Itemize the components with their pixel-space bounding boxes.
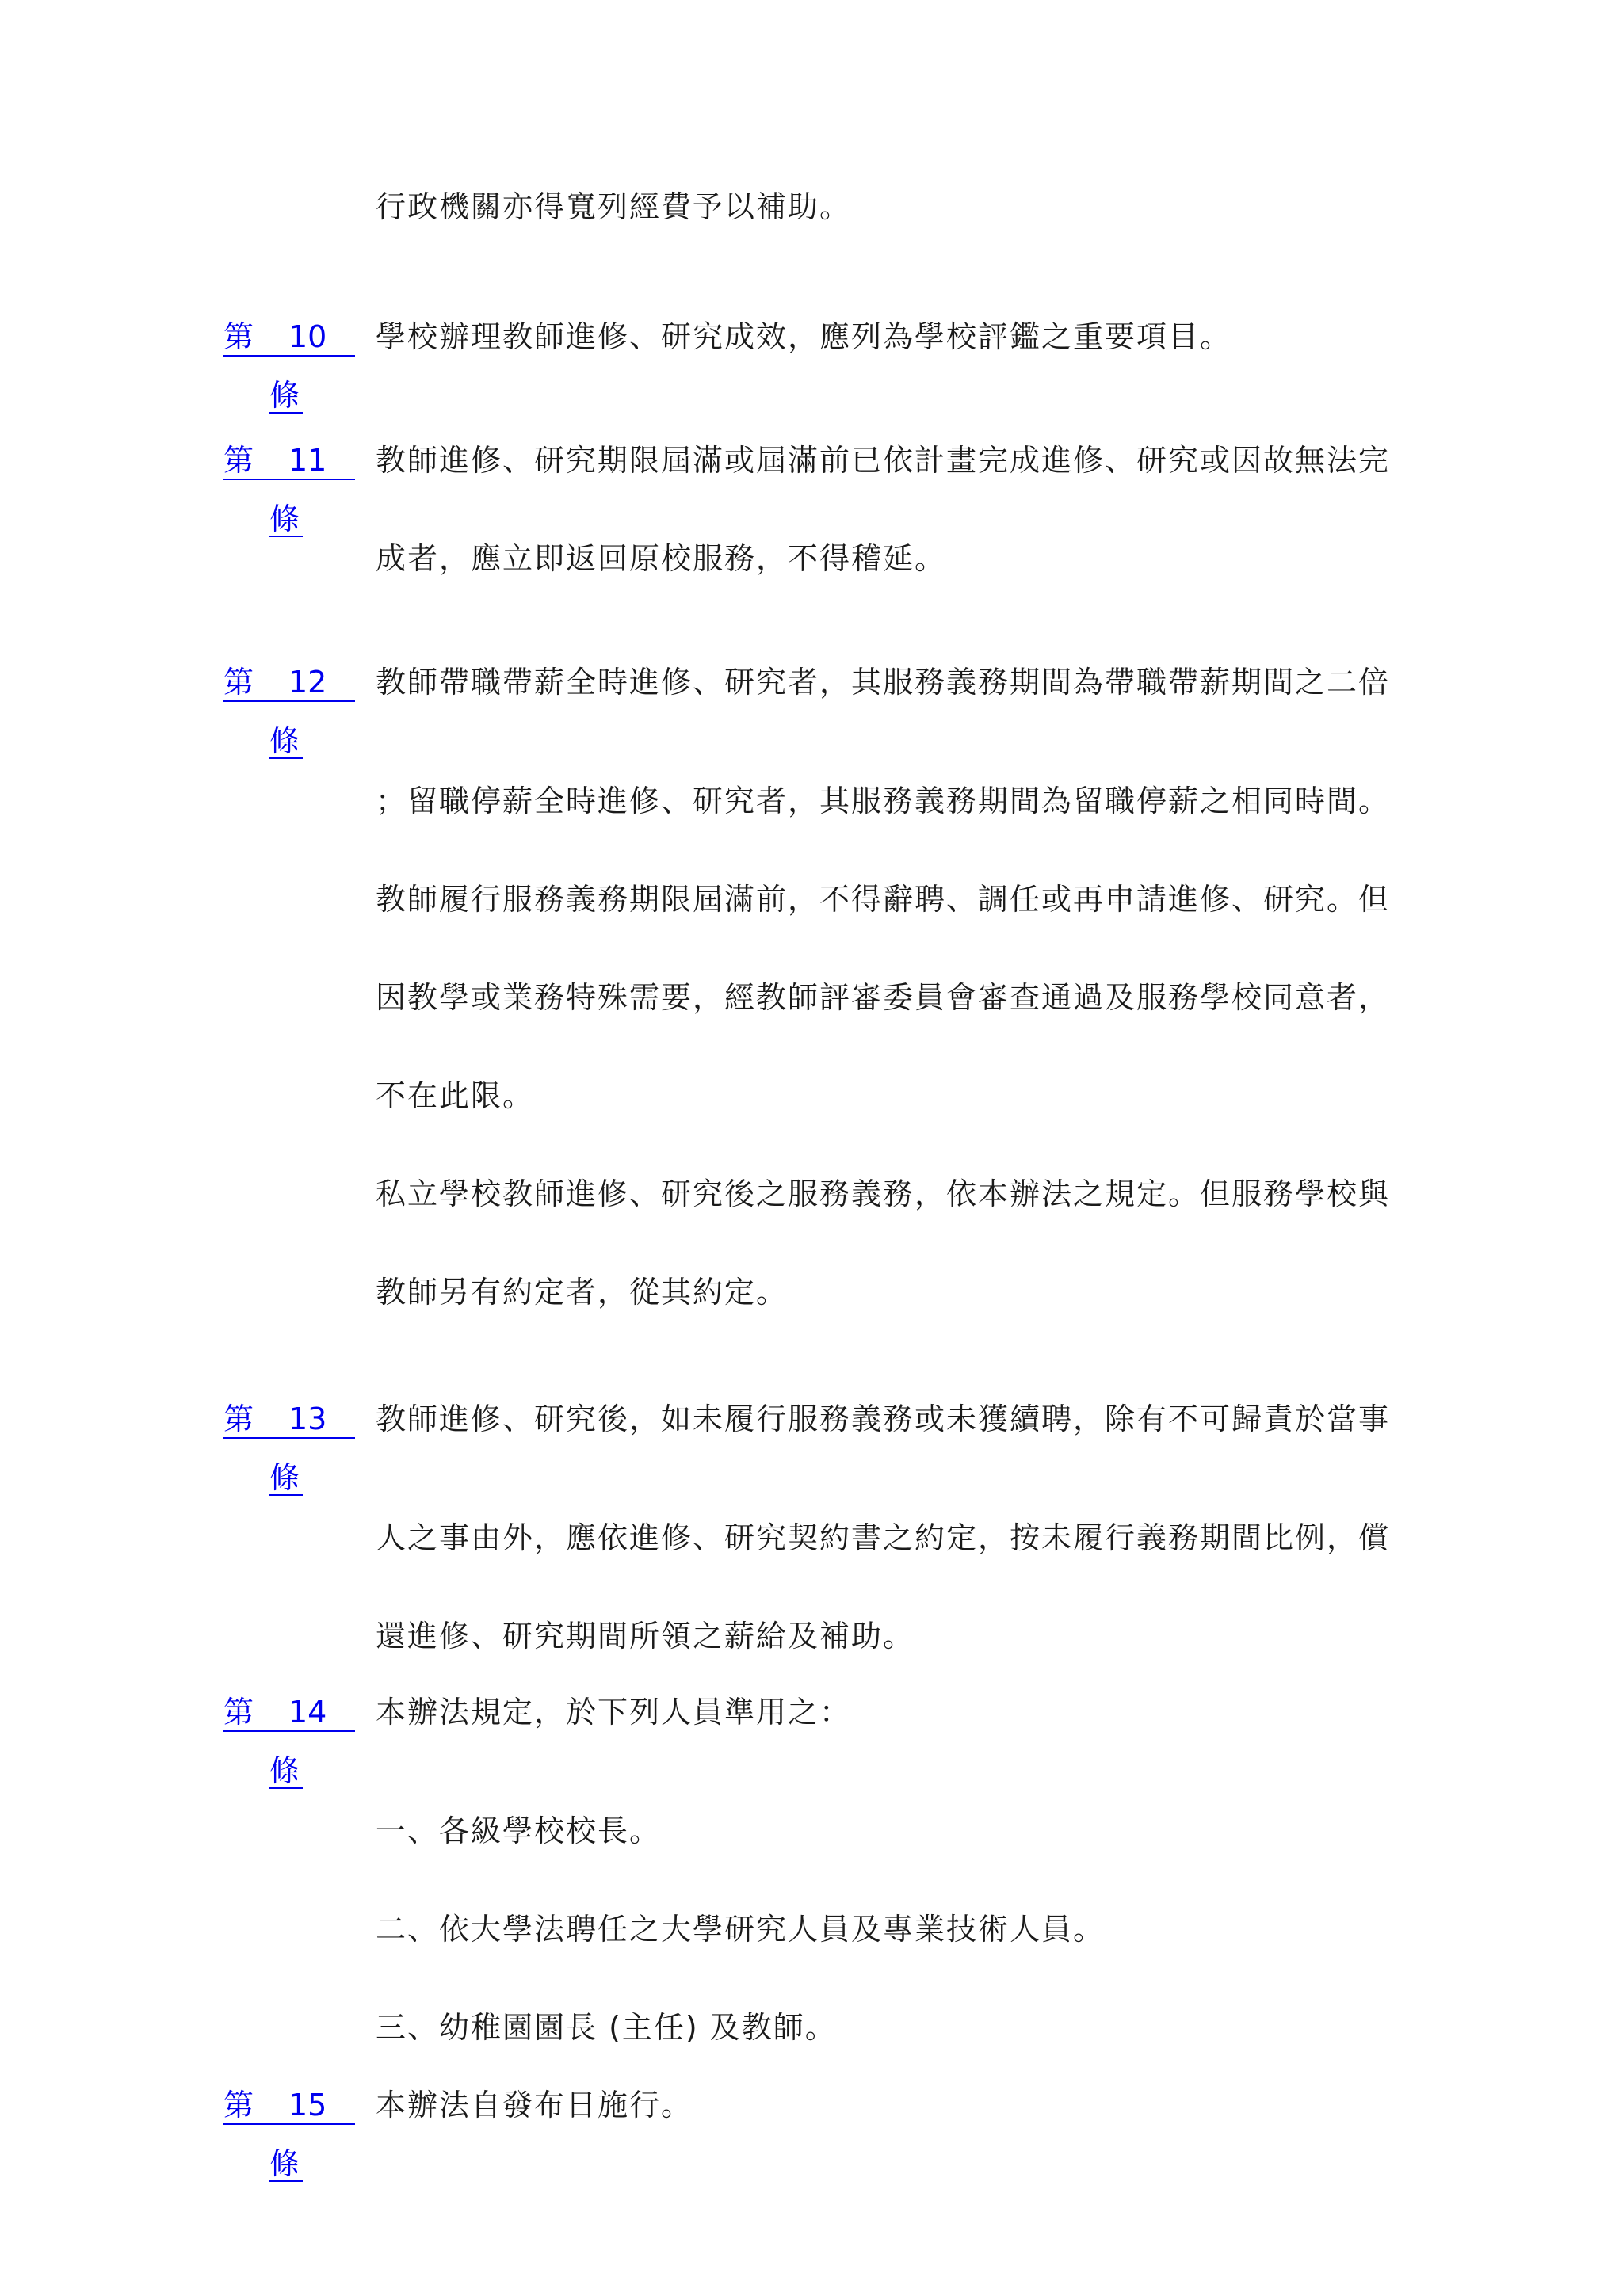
article-12-text: 教師履行服務義務期限屆滿前，不得辭聘、調任或再申請進修、研究。但 bbox=[376, 882, 1391, 917]
article-14-text: 一、各級學校校長。 bbox=[376, 1814, 662, 1848]
continuation-text: 行政機關亦得寬列經費予以補助。 bbox=[376, 189, 852, 224]
article-11-link[interactable]: 第 11 條 bbox=[223, 441, 358, 537]
article-12-text: 教師另有約定者，從其約定。 bbox=[376, 1275, 789, 1310]
article-13-text: 還進修、研究期間所領之薪給及補助。 bbox=[376, 1619, 915, 1653]
article-13-link[interactable]: 第 13 條 bbox=[223, 1399, 358, 1496]
article-13-text: 教師進修、研究後，如未履行服務義務或未獲續聘，除有不可歸責於當事 bbox=[376, 1402, 1391, 1436]
article-11-text: 教師進修、研究期限屆滿或屆滿前已依計畫完成進修、研究或因故無法完 bbox=[376, 443, 1391, 478]
article-15-link[interactable]: 第 15 條 bbox=[223, 2085, 358, 2182]
article-10-link[interactable]: 第 10 條 bbox=[223, 317, 358, 414]
article-12-text: 私立學校教師進修、研究後之服務義務，依本辦法之規定。但服務學校與 bbox=[376, 1177, 1391, 1211]
article-12-link[interactable]: 第 12 條 bbox=[223, 662, 358, 759]
article-14-text: 二、依大學法聘任之大學研究人員及專業技術人員。 bbox=[376, 1912, 1106, 1947]
article-15-text: 本辦法自發布日施行。 bbox=[376, 2088, 693, 2122]
article-12-text: 因教學或業務特殊需要，經教師評審委員會審查通過及服務學校同意者， bbox=[376, 980, 1391, 1015]
article-10-text: 學校辦理教師進修、研究成效，應列為學校評鑑之重要項目。 bbox=[376, 319, 1232, 354]
article-12-text: 教師帶職帶薪全時進修、研究者，其服務義務期間為帶職帶薪期間之二倍 bbox=[376, 665, 1391, 700]
article-12-text: 不在此限。 bbox=[376, 1078, 535, 1113]
article-11-text: 成者，應立即返回原校服務，不得稽延。 bbox=[376, 541, 947, 576]
article-13-text: 人之事由外，應依進修、研究契約書之約定，按未履行義務期間比例，償 bbox=[376, 1520, 1391, 1555]
article-14-text: 本辦法規定，於下列人員準用之： bbox=[376, 1695, 852, 1730]
article-14-link[interactable]: 第 14 條 bbox=[223, 1692, 358, 1789]
article-12-text: ；留職停薪全時進修、研究者，其服務義務期間為留職停薪之相同時間。 bbox=[376, 784, 1391, 818]
article-14-text: 三、幼稚園園長 (主任) 及教師。 bbox=[376, 2010, 837, 2045]
